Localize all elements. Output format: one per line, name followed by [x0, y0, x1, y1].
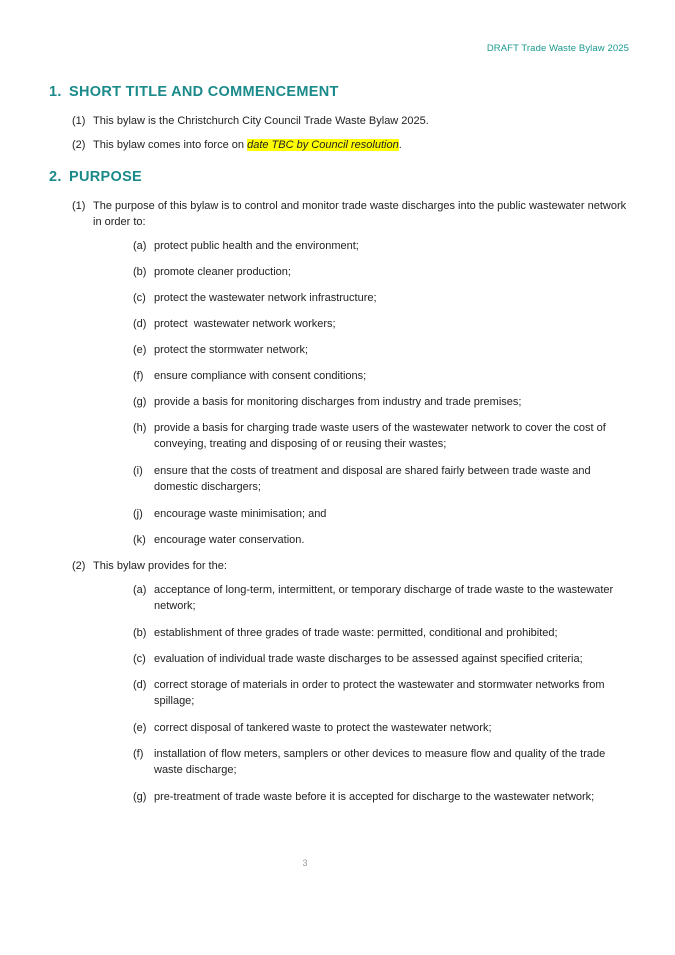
list-item: (b) promote cleaner production; — [133, 266, 291, 278]
list-item: (e) protect the stormwater network; — [133, 344, 309, 356]
clause-2-1: (1) The purpose of this bylaw is to control and monitor trade waste discharges into the public wastewater network in order to: — [72, 200, 627, 228]
list-item: (c) evaluation of individual trade waste discharges to be assessed against specified criteria; — [133, 653, 583, 665]
list-item: (b) establishment of three grades of trade waste: permitted, conditional and prohibited; — [133, 627, 558, 639]
clause-1-2: (2) This bylaw comes into force on date TBC by Council resolution. — [72, 139, 402, 151]
section-heading-purpose — [49, 169, 142, 185]
list-item: (g) provide a basis for monitoring discharges from industry and trade premises; — [133, 396, 522, 408]
list-item: (d) protect wastewater network workers; — [133, 318, 336, 330]
section-heading-short-title — [49, 84, 339, 100]
section-title: PURPOSE — [69, 169, 143, 185]
list-item: (c) protect the wastewater network infrastructure; — [133, 292, 377, 304]
list-item: (e) correct disposal of tankered waste to protect the wastewater network; — [133, 722, 492, 734]
section-number: 2. — [49, 169, 62, 185]
list-item: (f) ensure compliance with consent conditions; — [133, 370, 367, 382]
list-item: (f) installation of flow meters, samplers or other devices to measure flow and quality of the trade waste discharge; — [133, 748, 606, 776]
list-item: (h) provide a basis for charging trade waste users of the wastewater network to cover the cost of conveying, treating and disposing of or reusing their wastes; — [133, 422, 606, 450]
page-number: 3 — [302, 858, 308, 868]
highlighted-date-placeholder: date TBC by Council resolution — [247, 139, 399, 151]
list-item: (a) protect public health and the environment; — [133, 240, 359, 252]
running-header: DRAFT Trade Waste Bylaw 2025 — [486, 43, 629, 54]
section-title: SHORT TITLE AND COMMENCEMENT — [69, 84, 339, 100]
list-item: (k) encourage water conservation. — [133, 534, 305, 546]
list-item: (a) acceptance of long-term, intermittent, or temporary discharge of trade waste to the wastewater network; — [133, 584, 614, 612]
list-item: (j) encourage waste minimisation; and — [133, 508, 327, 520]
clause-1-1: (1) This bylaw is the Christchurch City Council Trade Waste Bylaw 2025. — [72, 115, 429, 127]
clause-2-2: (2) This bylaw provides for the: — [72, 560, 227, 572]
section-number: 1. — [49, 84, 62, 100]
list-item: (i) ensure that the costs of treatment and disposal are shared fairly between trade waste and domestic dischargers; — [133, 465, 591, 493]
list-item: (g) pre-treatment of trade waste before it is accepted for discharge to the wastewater network; — [133, 791, 595, 803]
list-item: (d) correct storage of materials in order to protect the wastewater and stormwater networks from spillage; — [133, 679, 605, 707]
